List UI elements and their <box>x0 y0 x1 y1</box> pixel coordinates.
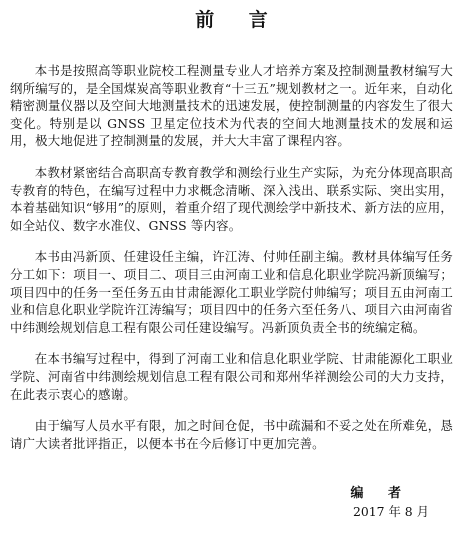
paragraph-authors: 本书由冯新顶、任建设任主编，许江涛、付帅任副主编。教材具体编写任务分工如下：项目一、项目二、项目三由河南工业和信息化职业学院冯新顶编写；项目四中的任务一至任务五由甘肃能源化工职业学院付帅编写；项目五由河南工业和信息化职业学院许江涛编写；项目四中的任务六至任务八、项目六由河南省中纬测绘规划信息工程有限公司任建设编写。冯新顶负责全书的统编定稿。 <box>10 249 453 335</box>
paragraph-gap <box>10 150 453 164</box>
paragraph-acknowledgement: 在本书编写过程中，得到了河南工业和信息化职业学院、甘肃能源化工职业学院、河南省中纬测绘规划信息工程有限公司和郑州华祥测绘公司的大力支持，在此表示衷心的感谢。 <box>10 351 453 402</box>
paragraph-features: 本教材紧密结合高职高专教育教学和测绘行业生产实际，为充分体现高职高专教育的特色，在编写过程中力求概念清晰、深入浅出、联系实际、突出实用，本着基础知识“够用”的原则，着重介绍了现代测绘学中新技术、新方法的应用，如全站仪、数字水准仪、GNSS 等内容。 <box>10 164 453 233</box>
date-line: 2017 年 8 月 <box>352 504 429 519</box>
paragraph-closing: 由于编写人员水平有限，加之时间仓促，书中疏漏和不妥之处在所难免，恳请广大读者批评指正，以便本书在今后修订中更加完善。 <box>10 418 453 451</box>
signature: 编 者 <box>350 486 411 501</box>
paragraph-intro: 本书是按照高等职业院校工程测量专业人才培养方案及控制测量教材编写大纲所编写的，是全国煤炭高等职业教育“十三五”规划教材之一。近年来，自动化精密测量仪器以及空间大地测量技术的迅速发展，使控制测量的内容发生了很大变化。特别是以 GNSS 卫星定位技术为代表的空间大地测量技术的发展和运用，极大地促进了控制测量的发展，并大大丰富了课程内容。 <box>10 63 453 149</box>
paragraph-gap <box>10 336 453 350</box>
paragraph-gap <box>10 234 453 248</box>
page-title: 前 言 <box>195 9 282 31</box>
paragraph-gap <box>10 403 453 417</box>
